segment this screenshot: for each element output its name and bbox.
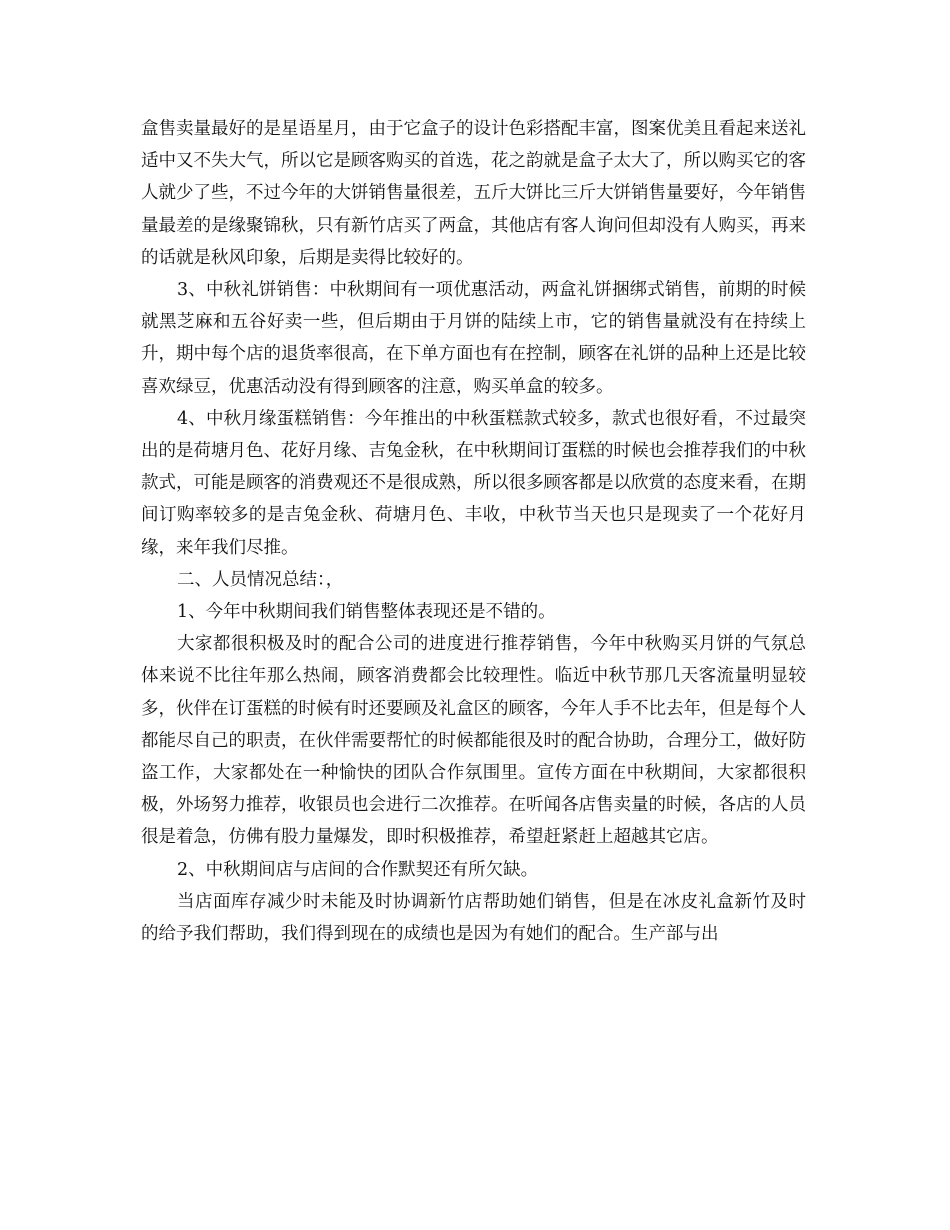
section-heading-staff-summary: 二、人员情况总结：， <box>177 569 344 590</box>
point-heading-store-cooperation: 2、中秋期间店与店间的合作默契还有所欠缺。 <box>177 859 539 880</box>
paragraph-store-cooperation: 当店面库存减少时未能及时协调新竹店帮助她们销售，但是在冰皮礼盒新竹及时的给予我们帮助，我们得到现在的成绩也是因为有她们的配合。生产部与出 <box>141 891 806 945</box>
paragraph-staff-performance: 大家都很积极及时的配合公司的进度进行推荐销售，今年中秋购买月饼的气氛总体来说不比往年那么热闹，顾客消费都会比较理性。临近中秋节那几天客流量明显较多，伙伴在订蛋糕的时候有时还要顾及礼盒区的顾客，今年人手不比去年，但是每个人都能尽自己的职责，在伙伴需要帮忙的时候都能很及时的配合协助，合理分工，做好防盗工作，大家都处在一种愉快的团队合作氛围里。宣传方面在中秋期间，大家都很积极，外场努力推荐，收银员也会进行二次推荐。在听闻各店售卖量的时候，各店的人员很是着急，仿佛有股力量爆发，即时积极推荐，希望赶紧赶上超越其它店。 <box>141 634 806 848</box>
document-body <box>141 113 806 950</box>
paragraph-gift-cake-sales: 3、中秋礼饼销售：中秋期间有一项优惠活动，两盒礼饼捆绑式销售，前期的时候就黑芝麻和五谷好卖一些，但后期由于月饼的陆续上市，它的销售量就没有在持续上升，期中每个店的退货率很高，在下单方面也有在控制，顾客在礼饼的品种上还是比较喜欢绿豆，优惠活动没有得到顾客的注意，购买单盒的较多。 <box>141 280 806 397</box>
point-heading-overall-performance: 1、今年中秋期间我们销售整体表现还是不错的。 <box>177 602 556 623</box>
paragraph-mid-autumn-cake-sales: 4、中秋月缘蛋糕销售：今年推出的中秋蛋糕款式较多，款式也很好看，不过最突出的是荷塘月色、花好月缘、吉兔金秋，在中秋期间订蛋糕的时候也会推荐我们的中秋款式，可能是顾客的消费观还不是很成熟，所以很多顾客都是以欣赏的态度来看，在期间订购率较多的是吉兔金秋、荷塘月色、丰收，中秋节当天也只是现卖了一个花好月缘，来年我们尽推。 <box>141 408 806 558</box>
paragraph-continuation-gift-box-sales: 盒售卖量最好的是星语星月，由于它盒子的设计色彩搭配丰富，图案优美且看起来送礼适中又不失大气，所以它是顾客购买的首选，花之韵就是盒子太大了，所以购买它的客人就少了些，不过今年的大饼销售量很差，五斤大饼比三斤大饼销售量要好，今年销售量最差的是缘聚锦秋，只有新竹店买了两盒，其他店有客人询问但却没有人购买，再来的话就是秋风印象，后期是卖得比较好的。 <box>141 119 806 268</box>
